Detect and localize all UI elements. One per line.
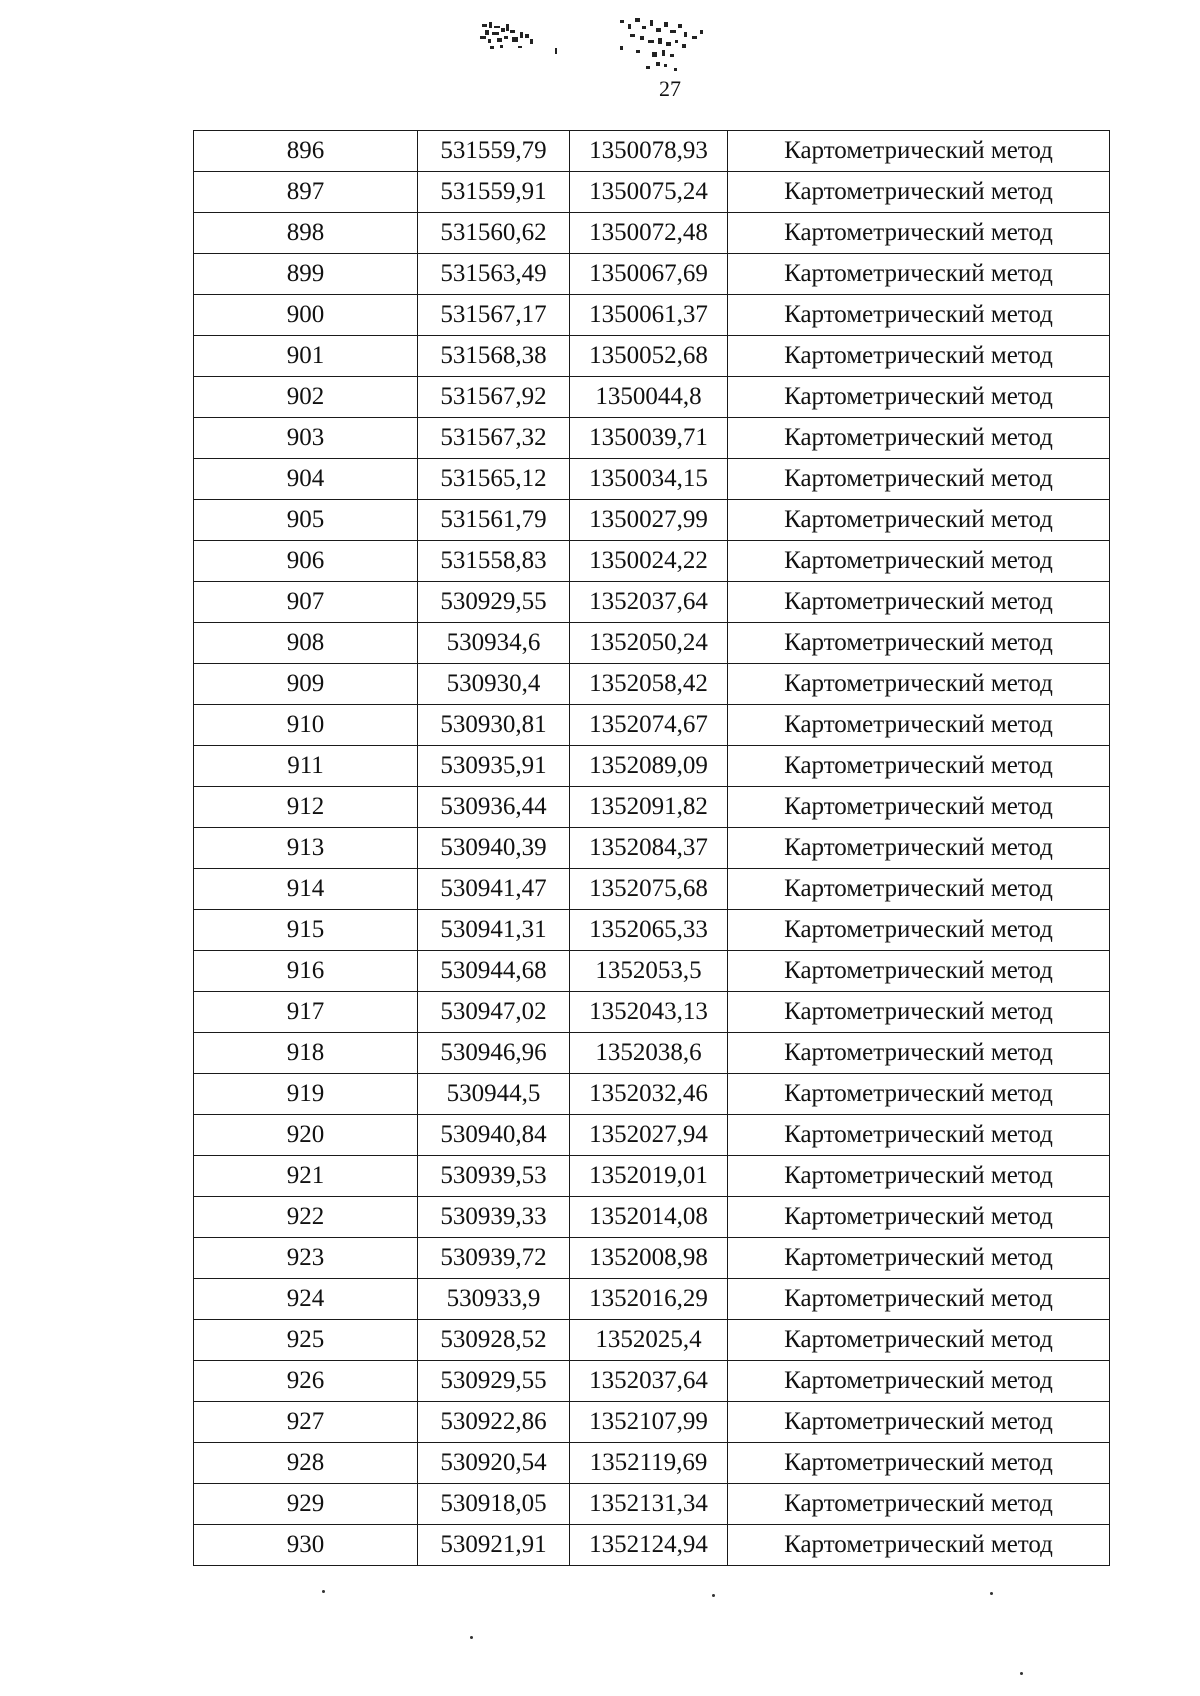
scan-speck bbox=[1020, 1672, 1023, 1675]
method-cell: Картометрический метод bbox=[728, 1197, 1110, 1238]
y-coordinate-cell: 1352065,33 bbox=[570, 910, 728, 951]
table-row bbox=[194, 992, 1110, 1033]
point-number-cell: 924 bbox=[194, 1279, 418, 1320]
x-coordinate-cell: 531563,49 bbox=[418, 254, 570, 295]
x-coordinate-cell: 530941,31 bbox=[418, 910, 570, 951]
method-cell: Картометрический метод bbox=[728, 295, 1110, 336]
y-coordinate-cell: 1350072,48 bbox=[570, 213, 728, 254]
x-coordinate-cell: 531567,32 bbox=[418, 418, 570, 459]
x-coordinate-cell: 531560,62 bbox=[418, 213, 570, 254]
coordinates-table bbox=[193, 130, 1110, 1566]
point-number-cell: 912 bbox=[194, 787, 418, 828]
y-coordinate-cell: 1352050,24 bbox=[570, 623, 728, 664]
method-cell: Картометрический метод bbox=[728, 746, 1110, 787]
table-row bbox=[194, 541, 1110, 582]
table-row bbox=[194, 1320, 1110, 1361]
point-number-cell: 917 bbox=[194, 992, 418, 1033]
x-coordinate-cell: 530939,72 bbox=[418, 1238, 570, 1279]
y-coordinate-cell: 1352014,08 bbox=[570, 1197, 728, 1238]
x-coordinate-cell: 530930,81 bbox=[418, 705, 570, 746]
point-number-cell: 916 bbox=[194, 951, 418, 992]
point-number-cell: 929 bbox=[194, 1484, 418, 1525]
x-coordinate-cell: 531565,12 bbox=[418, 459, 570, 500]
point-number-cell: 899 bbox=[194, 254, 418, 295]
table-row bbox=[194, 1238, 1110, 1279]
x-coordinate-cell: 530918,05 bbox=[418, 1484, 570, 1525]
x-coordinate-cell: 531568,38 bbox=[418, 336, 570, 377]
point-number-cell: 925 bbox=[194, 1320, 418, 1361]
x-coordinate-cell: 530944,68 bbox=[418, 951, 570, 992]
point-number-cell: 913 bbox=[194, 828, 418, 869]
x-coordinate-cell: 530940,84 bbox=[418, 1115, 570, 1156]
x-coordinate-cell: 530939,33 bbox=[418, 1197, 570, 1238]
x-coordinate-cell: 530930,4 bbox=[418, 664, 570, 705]
y-coordinate-cell: 1352016,29 bbox=[570, 1279, 728, 1320]
x-coordinate-cell: 531559,79 bbox=[418, 131, 570, 172]
coordinates-table-body bbox=[194, 131, 1110, 1566]
y-coordinate-cell: 1350027,99 bbox=[570, 500, 728, 541]
method-cell: Картометрический метод bbox=[728, 828, 1110, 869]
y-coordinate-cell: 1350039,71 bbox=[570, 418, 728, 459]
x-coordinate-cell: 530946,96 bbox=[418, 1033, 570, 1074]
table-row bbox=[194, 377, 1110, 418]
method-cell: Картометрический метод bbox=[728, 172, 1110, 213]
point-number-cell: 896 bbox=[194, 131, 418, 172]
point-number-cell: 897 bbox=[194, 172, 418, 213]
y-coordinate-cell: 1352075,68 bbox=[570, 869, 728, 910]
y-coordinate-cell: 1352084,37 bbox=[570, 828, 728, 869]
point-number-cell: 927 bbox=[194, 1402, 418, 1443]
table-row bbox=[194, 705, 1110, 746]
method-cell: Картометрический метод bbox=[728, 992, 1110, 1033]
x-coordinate-cell: 530921,91 bbox=[418, 1525, 570, 1566]
point-number-cell: 922 bbox=[194, 1197, 418, 1238]
y-coordinate-cell: 1352091,82 bbox=[570, 787, 728, 828]
table-row bbox=[194, 623, 1110, 664]
x-coordinate-cell: 530940,39 bbox=[418, 828, 570, 869]
method-cell: Картометрический метод bbox=[728, 541, 1110, 582]
point-number-cell: 908 bbox=[194, 623, 418, 664]
point-number-cell: 923 bbox=[194, 1238, 418, 1279]
x-coordinate-cell: 530936,44 bbox=[418, 787, 570, 828]
method-cell: Картометрический метод bbox=[728, 131, 1110, 172]
table-row bbox=[194, 910, 1110, 951]
y-coordinate-cell: 1352131,34 bbox=[570, 1484, 728, 1525]
x-coordinate-cell: 531567,92 bbox=[418, 377, 570, 418]
x-coordinate-cell: 530933,9 bbox=[418, 1279, 570, 1320]
scan-speck bbox=[470, 1636, 473, 1639]
table-row bbox=[194, 295, 1110, 336]
x-coordinate-cell: 530929,55 bbox=[418, 1361, 570, 1402]
x-coordinate-cell: 531561,79 bbox=[418, 500, 570, 541]
point-number-cell: 904 bbox=[194, 459, 418, 500]
x-coordinate-cell: 530944,5 bbox=[418, 1074, 570, 1115]
scan-speck bbox=[322, 1590, 325, 1593]
table-row bbox=[194, 1074, 1110, 1115]
table-row bbox=[194, 1279, 1110, 1320]
method-cell: Картометрический метод bbox=[728, 664, 1110, 705]
point-number-cell: 900 bbox=[194, 295, 418, 336]
y-coordinate-cell: 1350034,15 bbox=[570, 459, 728, 500]
table-row bbox=[194, 1033, 1110, 1074]
table-row bbox=[194, 1484, 1110, 1525]
method-cell: Картометрический метод bbox=[728, 1320, 1110, 1361]
page-number: 27 bbox=[659, 76, 681, 101]
point-number-cell: 915 bbox=[194, 910, 418, 951]
method-cell: Картометрический метод bbox=[728, 1074, 1110, 1115]
method-cell: Картометрический метод bbox=[728, 213, 1110, 254]
table-row bbox=[194, 1525, 1110, 1566]
table-row bbox=[194, 172, 1110, 213]
method-cell: Картометрический метод bbox=[728, 1361, 1110, 1402]
point-number-cell: 914 bbox=[194, 869, 418, 910]
y-coordinate-cell: 1352025,4 bbox=[570, 1320, 728, 1361]
table-row bbox=[194, 828, 1110, 869]
y-coordinate-cell: 1350044,8 bbox=[570, 377, 728, 418]
x-coordinate-cell: 530929,55 bbox=[418, 582, 570, 623]
point-number-cell: 911 bbox=[194, 746, 418, 787]
table-row bbox=[194, 1361, 1110, 1402]
table-row bbox=[194, 131, 1110, 172]
method-cell: Картометрический метод bbox=[728, 459, 1110, 500]
y-coordinate-cell: 1350075,24 bbox=[570, 172, 728, 213]
table-row bbox=[194, 213, 1110, 254]
point-number-cell: 901 bbox=[194, 336, 418, 377]
y-coordinate-cell: 1350061,37 bbox=[570, 295, 728, 336]
method-cell: Картометрический метод bbox=[728, 1115, 1110, 1156]
table-row bbox=[194, 582, 1110, 623]
y-coordinate-cell: 1350067,69 bbox=[570, 254, 728, 295]
table-row bbox=[194, 254, 1110, 295]
y-coordinate-cell: 1350078,93 bbox=[570, 131, 728, 172]
table-row bbox=[194, 459, 1110, 500]
y-coordinate-cell: 1352107,99 bbox=[570, 1402, 728, 1443]
table-row bbox=[194, 746, 1110, 787]
y-coordinate-cell: 1352119,69 bbox=[570, 1443, 728, 1484]
x-coordinate-cell: 531559,91 bbox=[418, 172, 570, 213]
method-cell: Картометрический метод bbox=[728, 582, 1110, 623]
method-cell: Картометрический метод bbox=[728, 377, 1110, 418]
y-coordinate-cell: 1350024,22 bbox=[570, 541, 728, 582]
table-row bbox=[194, 951, 1110, 992]
point-number-cell: 919 bbox=[194, 1074, 418, 1115]
point-number-cell: 903 bbox=[194, 418, 418, 459]
y-coordinate-cell: 1350052,68 bbox=[570, 336, 728, 377]
method-cell: Картометрический метод bbox=[728, 869, 1110, 910]
x-coordinate-cell: 530939,53 bbox=[418, 1156, 570, 1197]
point-number-cell: 906 bbox=[194, 541, 418, 582]
point-number-cell: 921 bbox=[194, 1156, 418, 1197]
method-cell: Картометрический метод bbox=[728, 1402, 1110, 1443]
y-coordinate-cell: 1352019,01 bbox=[570, 1156, 728, 1197]
point-number-cell: 898 bbox=[194, 213, 418, 254]
x-coordinate-cell: 530947,02 bbox=[418, 992, 570, 1033]
table-row bbox=[194, 787, 1110, 828]
point-number-cell: 902 bbox=[194, 377, 418, 418]
y-coordinate-cell: 1352053,5 bbox=[570, 951, 728, 992]
method-cell: Картометрический метод bbox=[728, 1443, 1110, 1484]
y-coordinate-cell: 1352037,64 bbox=[570, 1361, 728, 1402]
point-number-cell: 928 bbox=[194, 1443, 418, 1484]
method-cell: Картометрический метод bbox=[728, 1525, 1110, 1566]
y-coordinate-cell: 1352124,94 bbox=[570, 1525, 728, 1566]
x-coordinate-cell: 530934,6 bbox=[418, 623, 570, 664]
point-number-cell: 918 bbox=[194, 1033, 418, 1074]
y-coordinate-cell: 1352074,67 bbox=[570, 705, 728, 746]
y-coordinate-cell: 1352043,13 bbox=[570, 992, 728, 1033]
table-row bbox=[194, 869, 1110, 910]
point-number-cell: 920 bbox=[194, 1115, 418, 1156]
method-cell: Картометрический метод bbox=[728, 418, 1110, 459]
table-row bbox=[194, 1115, 1110, 1156]
method-cell: Картометрический метод bbox=[728, 951, 1110, 992]
point-number-cell: 905 bbox=[194, 500, 418, 541]
y-coordinate-cell: 1352038,6 bbox=[570, 1033, 728, 1074]
x-coordinate-cell: 531558,83 bbox=[418, 541, 570, 582]
y-coordinate-cell: 1352008,98 bbox=[570, 1238, 728, 1279]
table-row bbox=[194, 1443, 1110, 1484]
y-coordinate-cell: 1352032,46 bbox=[570, 1074, 728, 1115]
y-coordinate-cell: 1352089,09 bbox=[570, 746, 728, 787]
table-row bbox=[194, 336, 1110, 377]
method-cell: Картометрический метод bbox=[728, 787, 1110, 828]
method-cell: Картометрический метод bbox=[728, 500, 1110, 541]
method-cell: Картометрический метод bbox=[728, 336, 1110, 377]
table-row bbox=[194, 1197, 1110, 1238]
y-coordinate-cell: 1352058,42 bbox=[570, 664, 728, 705]
table-row bbox=[194, 500, 1110, 541]
x-coordinate-cell: 530935,91 bbox=[418, 746, 570, 787]
method-cell: Картометрический метод bbox=[728, 1033, 1110, 1074]
scan-speck bbox=[990, 1592, 993, 1595]
x-coordinate-cell: 530920,54 bbox=[418, 1443, 570, 1484]
method-cell: Картометрический метод bbox=[728, 1156, 1110, 1197]
x-coordinate-cell: 530922,86 bbox=[418, 1402, 570, 1443]
table-row bbox=[194, 418, 1110, 459]
method-cell: Картометрический метод bbox=[728, 1279, 1110, 1320]
method-cell: Картометрический метод bbox=[728, 623, 1110, 664]
method-cell: Картометрический метод bbox=[728, 910, 1110, 951]
scan-speck bbox=[712, 1594, 715, 1597]
table-row bbox=[194, 1156, 1110, 1197]
x-coordinate-cell: 530928,52 bbox=[418, 1320, 570, 1361]
x-coordinate-cell: 531567,17 bbox=[418, 295, 570, 336]
y-coordinate-cell: 1352037,64 bbox=[570, 582, 728, 623]
table-row bbox=[194, 1402, 1110, 1443]
point-number-cell: 909 bbox=[194, 664, 418, 705]
method-cell: Картометрический метод bbox=[728, 1484, 1110, 1525]
method-cell: Картометрический метод bbox=[728, 705, 1110, 746]
table-row bbox=[194, 664, 1110, 705]
point-number-cell: 910 bbox=[194, 705, 418, 746]
point-number-cell: 930 bbox=[194, 1525, 418, 1566]
x-coordinate-cell: 530941,47 bbox=[418, 869, 570, 910]
method-cell: Картометрический метод bbox=[728, 1238, 1110, 1279]
method-cell: Картометрический метод bbox=[728, 254, 1110, 295]
y-coordinate-cell: 1352027,94 bbox=[570, 1115, 728, 1156]
point-number-cell: 926 bbox=[194, 1361, 418, 1402]
point-number-cell: 907 bbox=[194, 582, 418, 623]
